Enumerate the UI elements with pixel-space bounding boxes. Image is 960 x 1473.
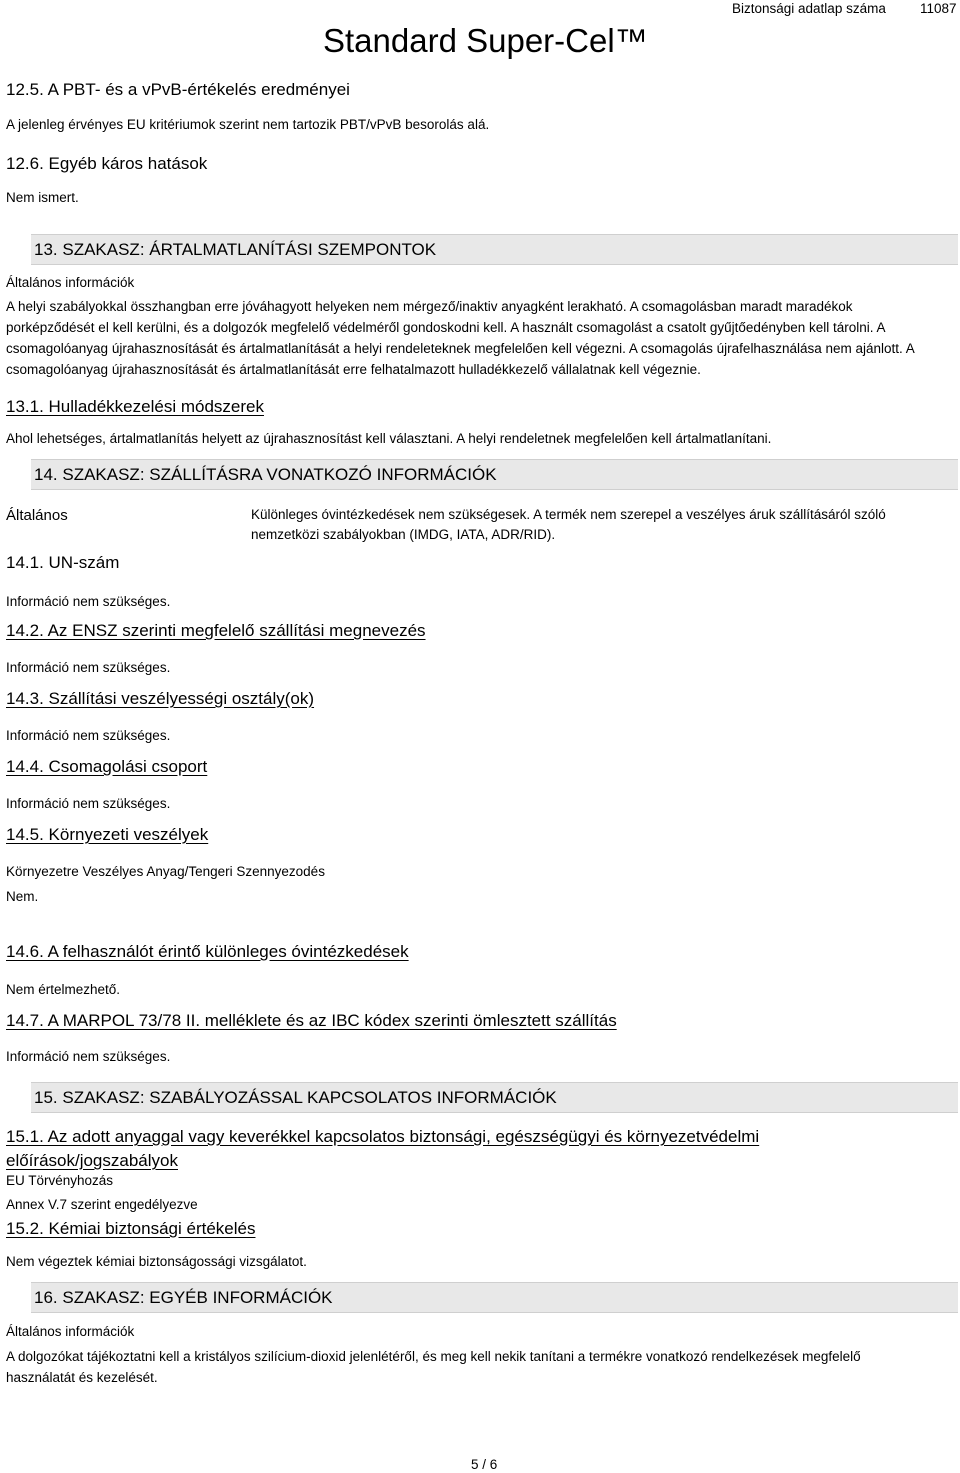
section-12-6-text: Nem ismert. [6, 190, 79, 205]
eu-legislation-label: EU Törvényhozás [6, 1173, 114, 1188]
section-14-3-title: 14.3. Szállítási veszélyességi osztály(ok) [6, 689, 315, 708]
section-14-general-text: Különleges óvintézkedések nem szükségesek. A termék nem szerepel a veszélyes áruk szállításáról szóló nemzetközi szabályokban (IMDG, IATA, ADR/RID). [251, 507, 886, 542]
section-15-1-title-line1: 15.1. Az adott anyaggal vagy keverékkel kapcsolatos biztonsági, egészségügyi és környezetvédelmi [6, 1127, 760, 1146]
section-14-2-text: Információ nem szükséges. [6, 660, 171, 675]
section-15-title: 15. SZAKASZ: SZABÁLYOZÁSSAL KAPCSOLATOS INFORMÁCIÓK [34, 1088, 557, 1107]
section-12-6-title: 12.6. Egyéb káros hatások [6, 154, 208, 173]
product-name: Standard Super-Cel™ [323, 22, 648, 59]
section-16-title: 16. SZAKASZ: EGYÉB INFORMÁCIÓK [34, 1288, 333, 1307]
section-14-6-text: Nem értelmezhető. [6, 982, 121, 997]
page-number: 5 / 6 [471, 1457, 498, 1472]
sds-number: 11087 [920, 1, 957, 16]
section-14-5-title: 14.5. Környezeti veszélyek [6, 825, 209, 844]
section-13-1-title: 13.1. Hulladékkezelési módszerek [6, 397, 264, 416]
section-14-1-text: Információ nem szükséges. [6, 594, 171, 609]
section-14-header [31, 459, 958, 490]
section-14-2-title: 14.2. Az ENSZ szerinti megfelelő szállítási megnevezés [6, 621, 426, 640]
section-14-1-title: 14.1. UN-szám [6, 553, 120, 572]
section-12-5-text: A jelenleg érvényes EU kritériumok szerint nem tartozik PBT/vPvB besorolás alá. [6, 117, 490, 132]
section-13-general-text: A helyi szabályokkal összhangban erre jóváhagyott helyeken nem mérgező/inaktiv anyagként lerakható. A csomagolásban maradt maradékok porképződését el kell kerülni, és a dolgozók megfelelő védelméről gondoskodni kell. A használt csomagolást a csatolt gyűjtőedényben kell tárolni. A csomagolóanyag újrahasznosítását és ártalmatlanítását a helyi rendeleteknek megfelelően kell végezni. A csomagolás újrafelhasználása nem ajánlott. A csomagolóanyag újrahasznosítását és ártalmatlanítását erre felhatalmazott hulladékkezelő vállalatnak kell végeznie. [6, 299, 915, 377]
section-14-7-text: Információ nem szükséges. [6, 1049, 171, 1064]
section-15-1-title-line2: előírások/jogszabályok [6, 1151, 178, 1170]
section-16-general-text: A dolgozókat tájékoztatni kell a kristályos szilícium-dioxid jelenlétéről, és meg kell nekik tanítani a termékre vonatkozó rendelkezések megfelelő használatát és kezelését. [6, 1349, 861, 1385]
section-15-2-title: 15.2. Kémiai biztonsági értékelés [6, 1219, 256, 1238]
section-16-header [31, 1282, 958, 1313]
section-14-3-text: Információ nem szükséges. [6, 728, 171, 743]
section-13-header [31, 234, 958, 265]
sds-label: Biztonsági adatlap száma [732, 1, 886, 16]
section-14-4-title: 14.4. Csomagolási csoport [6, 757, 208, 776]
section-14-4-text: Információ nem szükséges. [6, 796, 171, 811]
section-14-5-label: Környezetre Veszélyes Anyag/Tengeri Szennyezodés [6, 864, 325, 879]
section-14-5-value: Nem. [6, 889, 39, 904]
section-13-general-label: Általános információk [6, 275, 135, 290]
section-14-title: 14. SZAKASZ: SZÁLLÍTÁSRA VONATKOZÓ INFORMÁCIÓK [34, 465, 497, 484]
section-14-7-title: 14.7. A MARPOL 73/78 II. melléklete és az IBC kódex szerinti ömlesztett szállítás [6, 1011, 617, 1030]
section-13-title: 13. SZAKASZ: ÁRTALMATLANÍTÁSI SZEMPONTOK [34, 240, 437, 259]
section-13-1-text: Ahol lehetséges, ártalmatlanítás helyett az újrahasznosítást kell választani. A helyi rendeletnek megfelelően kell ártalmatlanítani. [6, 431, 772, 446]
section-15-2-text: Nem végeztek kémiai biztonságossági vizsgálatot. [6, 1254, 307, 1269]
section-12-5-title: 12.5. A PBT- és a vPvB-értékelés eredményei [6, 80, 350, 99]
section-15-header [31, 1082, 958, 1113]
eu-legislation-text: Annex V.7 szerint engedélyezve [6, 1197, 198, 1212]
section-16-general-label: Általános információk [6, 1324, 135, 1339]
section-14-general-label: Általános [6, 507, 68, 524]
section-14-6-title: 14.6. A felhasználót érintő különleges óvintézkedések [6, 942, 409, 961]
